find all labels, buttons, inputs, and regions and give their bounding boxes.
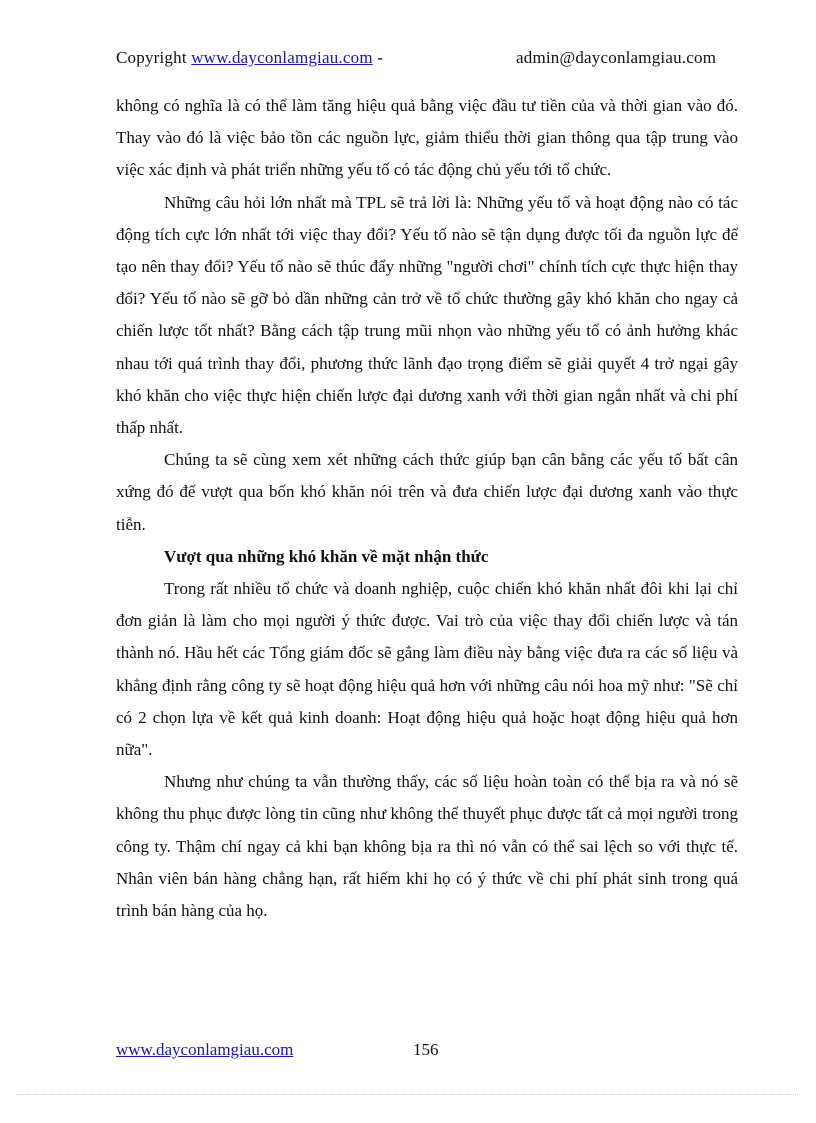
copyright-line xyxy=(116,48,383,68)
copyright-label: Copyright xyxy=(116,48,187,67)
paragraph-cognitive-hurdle: Trong rất nhiều tổ chức và doanh nghiệp, cuộc chiến khó khăn nhất đôi khi lại chỉ đơn giản là làm cho mọi người ý thức được. Vai trò của việc thay đổi chiến lược và tán thành nó. Hầu hết các Tổng giám đốc sẽ gắng làm điều này bằng việc đưa ra các số liệu và khẳng định rằng công ty sẽ hoạt động hiệu quả hơn với những câu nói hoa mỹ như: "Sẽ chỉ có 2 chọn lựa về kết quả kinh doanh: Hoạt động hiệu quả hoặc hoạt động hiệu quả hơn nữa". xyxy=(116,579,738,760)
paragraph-continued: không có nghĩa là có thể làm tăng hiệu quả bằng việc đầu tư tiền của và thời gian vào đó. Thay vào đó là việc bảo tồn các nguồn lực, giảm thiểu thời gian thông qua tập trung vào việc xác định và phát triển những yếu tố có tác động chủ yếu tới tổ chức. xyxy=(116,96,738,180)
page-bottom-divider xyxy=(18,1094,798,1095)
page-footer xyxy=(116,1040,736,1064)
header-site-link[interactable]: www.dayconlamgiau.com xyxy=(191,48,373,67)
document-body xyxy=(116,90,738,927)
page-number: 156 xyxy=(413,1040,439,1059)
paragraph-key-questions: Những câu hỏi lớn nhất mà TPL sẽ trả lời là: Những yếu tố và hoạt động nào có tác động tích cực lớn nhất tới việc thay đổi? Yếu tố nào sẽ tận dụng được tối đa nguồn lực để tạo nên thay đổi? Yếu tố nào sẽ thúc đẩy những "người chơi" chính tích cực thực hiện thay đổi? Yếu tố nào sẽ gỡ bỏ dần những cản trở về tổ chức thường gây khó khăn cho ngay cả chiến lược tốt nhất? Bằng cách tập trung mũi nhọn vào những yếu tố có ảnh hưởng khác nhau tới quá trình thay đổi, phương thức lãnh đạo trọng điểm sẽ giải quyết 4 trở ngại gây khó khăn cho việc thực hiện chiến lược đại dương xanh với thời gian ngắn nhất và chi phí thấp nhất. xyxy=(116,192,738,438)
header-email: admin@dayconlamgiau.com xyxy=(516,48,717,67)
paragraph-numbers: Nhưng như chúng ta vẫn thường thấy, các số liệu hoàn toàn có thể bịa ra và nó sẽ không thu phục được lòng tin cũng như không thể thuyết phục được tất cả mọi người trong công ty. Thậm chí ngay cả khi bạn không bịa ra thì nó vẫn có thể sai lệch so với thực tế. Nhân viên bán hàng chẳng hạn, rất hiếm khi họ có ý thức về chi phí phát sinh trong quá trình bán hàng của họ. xyxy=(116,772,738,921)
paragraph-balance-factors: Chúng ta sẽ cùng xem xét những cách thức giúp bạn cân bằng các yếu tố bất cân xứng đó để vượt qua bốn khó khăn nói trên và đưa chiến lược đại dương xanh vào thực tiễn. xyxy=(116,450,738,534)
section-heading: Vượt qua những khó khăn về mặt nhận thức xyxy=(164,546,489,566)
page-header xyxy=(116,48,736,72)
header-separator: - xyxy=(377,48,384,67)
footer-site-link[interactable]: www.dayconlamgiau.com xyxy=(116,1040,294,1059)
